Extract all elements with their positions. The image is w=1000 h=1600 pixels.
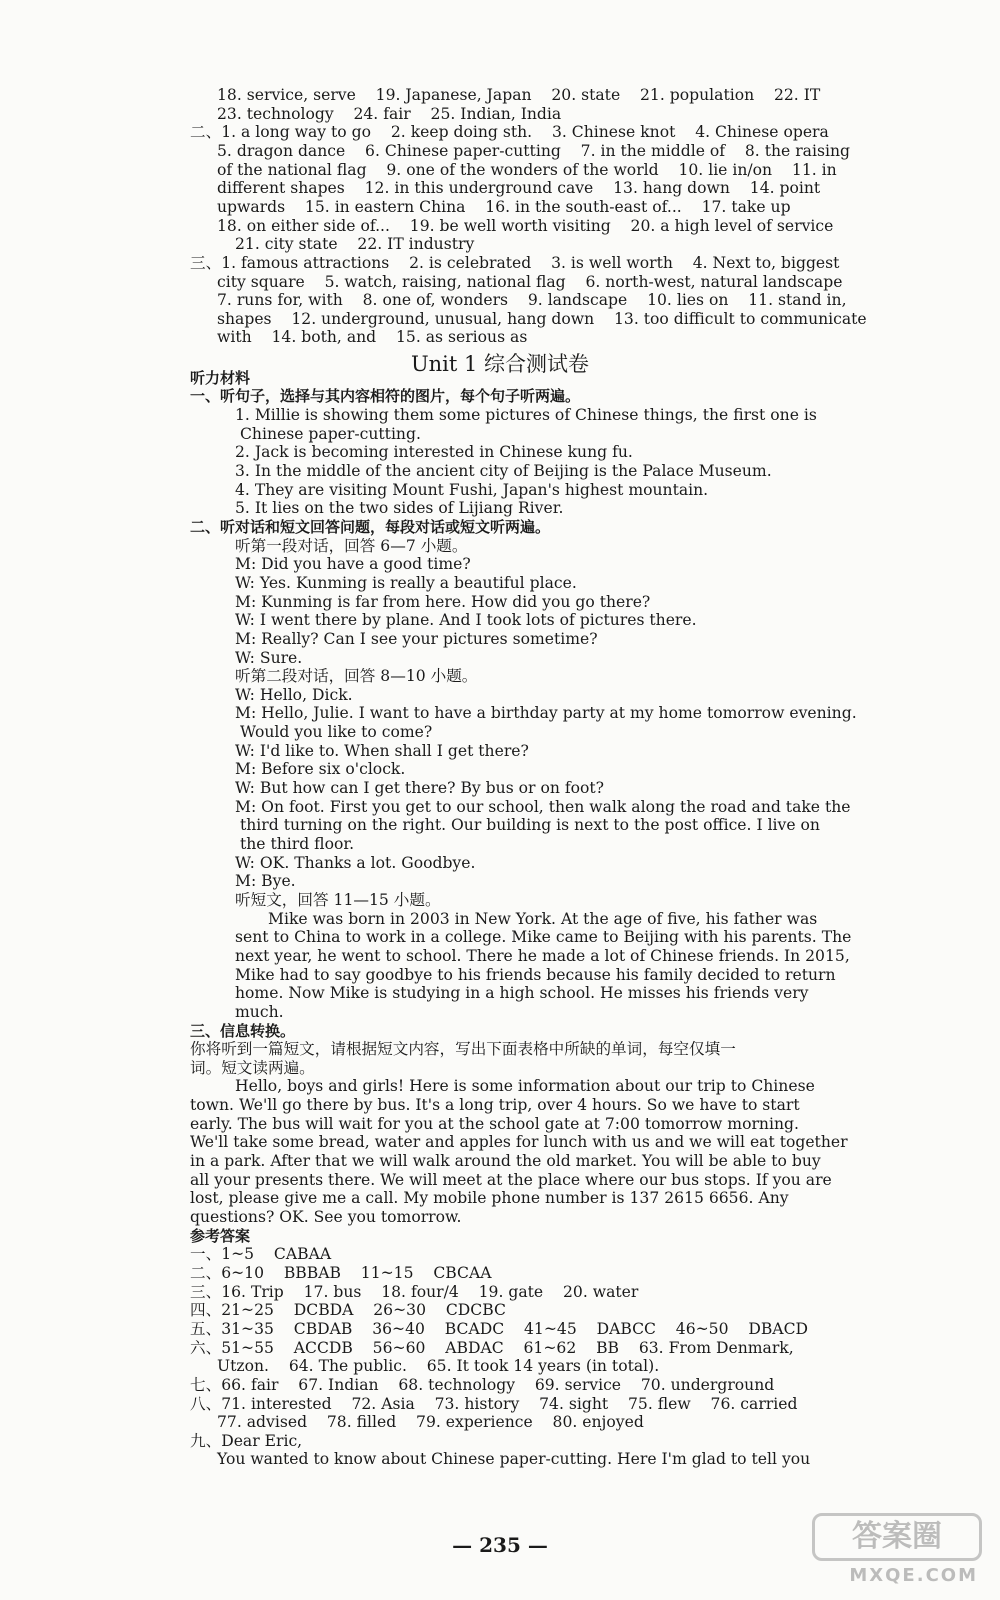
text-line: W: Sure. (235, 648, 303, 667)
text-line: much. (235, 1002, 284, 1021)
text-line: 五、31~35 CBDAB 36~40 BCADC 41~45 DABCC 46~50 DBACD (190, 1319, 809, 1338)
text-line: We'll take some bread, water and apples for lunch with us and we will eat together (190, 1133, 848, 1152)
text-line: 四、21~25 DCBDA 26~30 CDCBC (190, 1301, 506, 1320)
watermark-url: MXQE.COM (849, 1565, 978, 1586)
text-line: lost, please give me a call. My mobile phone number is 137 2615 6656. Any (190, 1189, 789, 1208)
text-line: Chinese paper-cutting. (240, 424, 421, 443)
section-heading: 参考答案 (190, 1226, 251, 1245)
text-line: with 14. both, and 15. as serious as (217, 328, 528, 347)
text-line: 5. dragon dance 6. Chinese paper-cutting 7. in the middle of 8. the raising (217, 141, 850, 160)
text-line: 7. runs for, with 8. one of, wonders 9. landscape 10. lies on 11. stand in, (217, 291, 847, 310)
text-line: 23. technology 24. fair 25. Indian, India (217, 104, 562, 123)
text-line: city square 5. watch, raising, national flag 6. north-west, natural landscape (217, 272, 843, 291)
text-line: Hello, boys and girls! Here is some information about our trip to Chinese (235, 1077, 815, 1096)
text-line: W: Yes. Kunming is really a beautiful place. (235, 573, 577, 592)
text-line: questions? OK. See you tomorrow. (190, 1208, 462, 1226)
text-line: Utzon. 64. The public. 65. It took 14 years (in total). (217, 1357, 660, 1376)
watermark-logo-mark: 答案圈 (812, 1513, 982, 1561)
text-line: 三、16. Trip 17. bus 18. four/4 19. gate 20. water (190, 1282, 639, 1301)
text-line: 5. It lies on the two sides of Lijiang River. (235, 499, 564, 518)
text-line: M: Kunming is far from here. How did you go there? (235, 592, 651, 611)
text-line: of the national flag 9. one of the wonders of the world 10. lie in/on 11. in (217, 160, 837, 179)
section-heading: 一、听句子，选择与其内容相符的图片，每个句子听两遍。 (190, 387, 581, 406)
text-line: M: Bye. (235, 872, 296, 891)
text-line: 一、1~5 CABAA (190, 1245, 332, 1264)
text-line: M: On foot. First you get to our school, then walk along the road and take the (235, 797, 851, 816)
text-line: 二、6~10 BBBAB 11~15 CBCAA (190, 1263, 492, 1282)
text-line: 九、Dear Eric, (190, 1431, 303, 1450)
text-line: third turning on the right. Our building is next to the post office. I live on (240, 816, 820, 835)
text-line: town. We'll go there by bus. It's a long trip, over 4 hours. So we have to start (190, 1096, 800, 1115)
text-line: 听第二段对话，回答 8—10 小题。 (235, 667, 478, 686)
text-line: in a park. After that we will walk around the old market. You will be able to buy (190, 1152, 821, 1171)
text-line: sent to China to work in a college. Mike came to Beijing with his parents. The (235, 928, 852, 947)
text-line: W: I went there by plane. And I took lots of pictures there. (235, 611, 697, 630)
text-line: the third floor. (240, 835, 355, 853)
section-heading: 听力材料 (190, 368, 251, 387)
text-line: W: But how can I get there? By bus or on foot? (235, 779, 605, 798)
text-line: M: Did you have a good time? (235, 555, 471, 574)
text-line: 3. In the middle of the ancient city of Beijing is the Palace Museum. (235, 462, 772, 480)
text-line: Would you like to come? (240, 723, 433, 742)
watermark-logo (812, 1513, 982, 1588)
text-line: 18. on either side of... 19. be well worth visiting 20. a high level of service (217, 216, 834, 235)
text-line: M: Really? Can I see your pictures sometime? (235, 629, 598, 648)
text-line: 七、66. fair 67. Indian 68. technology 69. service 70. underground (190, 1375, 775, 1394)
text-line: You wanted to know about Chinese paper-cutting. Here I'm glad to tell you (217, 1450, 811, 1469)
text-line: M: Before six o'clock. (235, 760, 406, 779)
text-line: W: OK. Thanks a lot. Goodbye. (235, 853, 476, 872)
text-line: 4. They are visiting Mount Fushi, Japan's highest mountain. (235, 480, 709, 499)
text-line: Mike had to say goodbye to his friends because his family decided to return (235, 965, 836, 984)
text-line: home. Now Mike is studying in a high school. He misses his friends very (235, 984, 809, 1003)
text-line: M: Hello, Julie. I want to have a birthday party at my home tomorrow evening. (235, 704, 857, 723)
text-line: 2. Jack is becoming interested in Chinese kung fu. (235, 443, 633, 462)
text-line: 21. city state 22. IT industry (235, 235, 475, 254)
text-line: different shapes 12. in this underground cave 13. hang down 14. point (217, 179, 821, 198)
text-line: shapes 12. underground, unusual, hang down 13. too difficult to communicate (217, 309, 867, 328)
text-line: 二、1. a long way to go 2. keep doing sth. 3. Chinese knot 4. Chinese opera (190, 123, 829, 142)
text-line: 18. service, serve 19. Japanese, Japan 20. state 21. population 22. IT (217, 86, 821, 104)
section-title: Unit 1 综合测试卷 (410, 352, 590, 376)
text-line: W: Hello, Dick. (235, 685, 353, 704)
text-line: 听第一段对话，回答 6—7 小题。 (235, 536, 468, 555)
section-heading: 二、听对话和短文回答问题，每段对话或短文听两遍。 (190, 517, 551, 536)
text-line: 六、51~55 ACCDB 56~60 ABDAC 61~62 BB 63. From Denmark, (190, 1338, 794, 1357)
text-line: 三、1. famous attractions 2. is celebrated 3. is well worth 4. Next to, biggest (190, 253, 840, 272)
page-number: — 235 — (452, 1533, 548, 1557)
text-line: Mike was born in 2003 in New York. At the age of five, his father was (268, 909, 818, 928)
text-line: all your presents there. We will meet at the place where our bus stops. If you are (190, 1170, 832, 1189)
text-line: 听短文，回答 11—15 小题。 (235, 890, 441, 909)
text-line: 你将听到一篇短文，请根据短文内容，写出下面表格中所缺的单词，每空仅填一 (190, 1040, 736, 1059)
text-line: 八、71. interested 72. Asia 73. history 74. sight 75. flew 76. carried (190, 1394, 798, 1413)
section-heading: 三、信息转换。 (190, 1021, 296, 1040)
text-line: 1. Millie is showing them some pictures of Chinese things, the first one is (235, 406, 817, 425)
text-line: W: I'd like to. When shall I get there? (235, 741, 529, 760)
text-line: upwards 15. in eastern China 16. in the south-east of... 17. take up (217, 197, 791, 216)
text-line: next year, he went to school. There he made a lot of Chinese friends. In 2015, (235, 946, 850, 965)
text-line: early. The bus will wait for you at the school gate at 7:00 tomorrow morning. (190, 1114, 799, 1133)
text-line: 词。短文读两遍。 (190, 1058, 315, 1077)
text-line: 77. advised 78. filled 79. experience 80. enjoyed (217, 1413, 644, 1432)
